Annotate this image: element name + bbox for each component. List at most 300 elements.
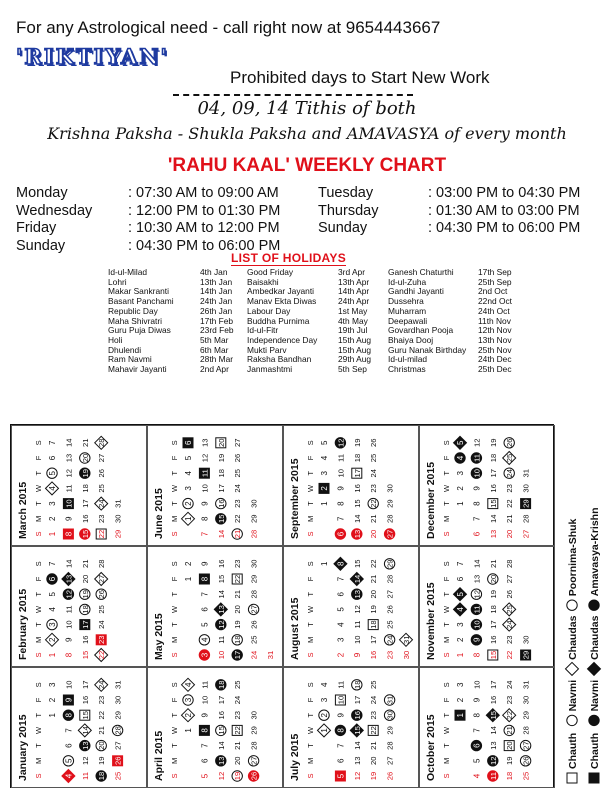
day-number: 30 [521, 695, 531, 705]
day-number: 23 [97, 635, 107, 645]
holiday-name: Dhulendi [108, 344, 142, 355]
day-number: 14 [216, 589, 226, 599]
holiday-date: 13th Jan [200, 276, 233, 287]
weekday-letter: S [442, 773, 451, 779]
day-number: 1 [320, 561, 329, 567]
day-number: 13 [216, 756, 226, 766]
weekday-letter: S [306, 652, 315, 658]
day-number: 6 [64, 743, 74, 748]
holiday-date: 23rd Feb [200, 325, 234, 336]
day-number: 3 [320, 697, 329, 703]
day-number: 27 [97, 574, 107, 584]
rahu-row [318, 185, 580, 203]
brand-logo: 'RIKTIYAN' [16, 44, 169, 69]
day-number: 30 [249, 559, 259, 569]
day-number: 18 [369, 620, 379, 629]
day-number: 25 [113, 771, 123, 781]
holiday-name: Buddha Purnima [247, 315, 310, 326]
day-number: 16 [369, 650, 379, 660]
rahu-day: Sunday [16, 237, 66, 254]
day-number: 21 [233, 589, 243, 599]
day-number: 4 [184, 682, 193, 688]
day-number: 20 [488, 574, 498, 584]
day-number: 21 [505, 514, 515, 524]
day-number: 16 [352, 484, 362, 493]
rahu-time: : 12:00 PM to 01:30 PM [128, 202, 281, 219]
day-number: 24 [505, 620, 515, 629]
weekday-letter: W [306, 605, 315, 613]
holiday-names-col-1 [108, 268, 174, 375]
weekday-letter: M [34, 636, 43, 643]
day-number: 15 [216, 574, 226, 584]
month-title: June 2015 [153, 488, 165, 539]
day-number: 3 [456, 682, 465, 688]
holiday-date: 4th May [338, 315, 368, 326]
day-number: 20 [233, 756, 243, 766]
month-title: December 2015 [425, 461, 437, 539]
weekday-letter: S [442, 531, 451, 537]
day-number: 30 [113, 514, 123, 524]
holiday-name: Guru Nanak Birthday [388, 344, 467, 355]
day-number: 21 [369, 741, 379, 750]
rahu-day: Wednesday [16, 202, 93, 219]
day-number: 23 [505, 484, 515, 493]
day-number: 4 [64, 773, 74, 779]
weekday-letter: S [34, 440, 43, 446]
day-number: 11 [472, 454, 482, 462]
day-number: 6 [336, 758, 346, 764]
weekday-letter: M [306, 515, 315, 522]
day-number: 13 [200, 438, 210, 448]
legend-label: Navmi [589, 679, 601, 712]
day-number: 8 [336, 501, 346, 506]
day-number: 5 [48, 470, 57, 476]
day-number: 21 [488, 559, 498, 569]
weekday-letter: F [306, 455, 315, 461]
day-number: 14 [80, 726, 90, 735]
weekday-letter: T [306, 591, 315, 597]
day-number: 7 [200, 591, 210, 597]
day-number: 13 [64, 574, 74, 584]
weekday-letter: M [442, 515, 451, 522]
day-number: 26 [385, 605, 395, 614]
weekday-letter: T [34, 591, 43, 597]
day-marker-square [589, 773, 599, 783]
day-number: 31 [521, 468, 531, 478]
day-number: 1 [184, 516, 193, 522]
holiday-name: Labour Day [247, 305, 291, 316]
day-number: 1 [48, 531, 57, 537]
weekday-letter: S [170, 682, 179, 688]
divider [173, 94, 413, 96]
month-block [283, 425, 419, 546]
day-number: 25 [505, 453, 515, 463]
rahu-row [318, 203, 580, 221]
holiday-date: 22nd Oct [478, 296, 512, 307]
day-number: 27 [385, 529, 395, 539]
weekday-letter: S [442, 652, 451, 658]
day-number: 5 [336, 773, 346, 779]
weekday-letter: T [442, 712, 451, 718]
month-calendar [420, 547, 554, 666]
day-number: 3 [48, 682, 57, 688]
weekday-letter: T [442, 622, 451, 627]
rahu-day: Sunday [318, 220, 368, 236]
day-number: 17 [488, 620, 498, 629]
day-number: 15 [352, 559, 362, 569]
month-title: January 2015 [17, 714, 29, 781]
day-number: 26 [249, 620, 259, 629]
day-number: 19 [369, 771, 379, 781]
day-number: 18 [233, 635, 243, 645]
day-number: 8 [64, 712, 74, 718]
day-number: 9 [200, 501, 210, 506]
holiday-date: 1st May [338, 305, 368, 316]
day-number: 4 [472, 773, 482, 779]
rahu-time: : 04:30 PM to 06:00 PM [428, 220, 581, 236]
day-number: 24 [233, 484, 243, 493]
day-number: 25 [233, 468, 243, 478]
day-number: 27 [385, 589, 395, 599]
weekday-letter: M [170, 757, 179, 764]
weekday-letter: W [34, 605, 43, 613]
weekday-letter: S [442, 561, 451, 567]
holiday-date: 5th Mar [200, 334, 229, 345]
day-number: 23 [505, 695, 515, 705]
day-number: 12 [80, 756, 90, 766]
day-number: 22 [97, 650, 107, 660]
holiday-date: 2nd Apr [200, 364, 229, 375]
day-number: 28 [521, 514, 531, 524]
weekday-letter: F [34, 576, 43, 582]
weekday-letter: T [34, 470, 43, 476]
holiday-name: Bhaiya Dooj [388, 334, 434, 345]
weekday-letter: S [442, 682, 451, 688]
day-number: 27 [521, 529, 531, 539]
day-number: 9 [200, 561, 210, 567]
holiday-name: Id-ul-Zuha [388, 276, 427, 287]
day-number: 16 [216, 499, 226, 508]
day-number: 30 [521, 484, 531, 493]
day-number: 1 [184, 728, 193, 733]
day-number: 8 [472, 501, 482, 506]
day-number: 9 [64, 637, 74, 643]
month-title: May 2015 [153, 613, 165, 660]
day-number: 21 [233, 529, 243, 539]
day-number: 11 [216, 635, 226, 644]
rahu-time: : 04:30 PM to 06:00 PM [128, 237, 281, 254]
day-number: 26 [113, 756, 123, 766]
day-number: 11 [64, 484, 74, 493]
day-number: 3 [456, 622, 465, 627]
day-number: 24 [97, 680, 107, 690]
day-number: 7 [200, 743, 210, 748]
holiday-date: 24th Dec [478, 354, 512, 365]
weekday-letter: S [306, 682, 315, 688]
holiday-date: 25th Nov [478, 344, 512, 355]
day-number: 6 [336, 531, 346, 537]
day-number: 21 [80, 559, 90, 569]
day-number: 1 [48, 652, 57, 658]
day-number: 15 [352, 499, 362, 508]
holiday-date: 12th Nov [478, 325, 512, 336]
month-calendar [12, 668, 146, 787]
weekday-letter: W [34, 726, 43, 734]
day-number: 31 [402, 635, 411, 645]
day-number: 15 [488, 710, 498, 720]
day-number: 29 [385, 726, 395, 735]
holiday-date: 28th Mar [200, 354, 234, 365]
day-number: 8 [200, 728, 210, 733]
day-number: 9 [472, 697, 482, 703]
day-marker-square [567, 773, 577, 783]
day-marker-circle [589, 715, 599, 725]
day-number: 10 [472, 620, 482, 629]
day-number: 9 [336, 486, 346, 491]
month-block [283, 667, 419, 788]
day-number: 1 [456, 652, 465, 658]
weekday-letter: T [170, 743, 179, 748]
day-number: 16 [80, 695, 90, 705]
day-number: 1 [456, 712, 465, 718]
month-block [419, 546, 555, 667]
day-number: 12 [352, 771, 362, 781]
day-number: 26 [97, 589, 107, 599]
day-number: 4 [456, 607, 465, 612]
weekday-letter: F [442, 455, 451, 461]
day-number: 16 [216, 710, 226, 720]
day-number: 4 [320, 682, 329, 688]
legend-label: Chauth [567, 732, 579, 769]
holiday-date: 25th Sep [478, 276, 512, 287]
day-number: 30 [249, 499, 259, 508]
day-number: 28 [249, 589, 259, 599]
day-number: 22 [369, 726, 379, 735]
day-number: 14 [216, 529, 226, 539]
day-number: 22 [97, 710, 107, 720]
holiday-name: Ambedkar Jayanti [247, 286, 315, 297]
weekday-letter: T [442, 591, 451, 597]
month-block [11, 425, 147, 546]
legend-label: Chaudas [567, 615, 579, 660]
day-number: 11 [472, 605, 482, 614]
day-number: 12 [352, 605, 362, 614]
holiday-date: 24th Oct [478, 305, 510, 316]
weekday-letter: F [442, 576, 451, 582]
day-number: 8 [336, 728, 346, 733]
day-number: 24 [233, 695, 243, 705]
calendar-grid [10, 424, 554, 788]
day-number: 7 [64, 728, 74, 733]
day-number: 6 [200, 758, 210, 764]
rahu-row [16, 185, 280, 203]
day-number: 8 [472, 712, 482, 718]
weekday-letter: T [170, 591, 179, 597]
day-number: 24 [369, 695, 379, 705]
day-number: 25 [97, 605, 107, 614]
day-number: 13 [80, 741, 90, 750]
holiday-name: Christmas [388, 364, 426, 375]
month-title: November 2015 [425, 582, 437, 660]
day-number: 28 [505, 559, 515, 569]
day-number: 6 [200, 607, 210, 612]
day-number: 19 [488, 438, 498, 448]
month-block [283, 546, 419, 667]
day-number: 4 [456, 455, 465, 461]
day-number: 4 [320, 455, 329, 461]
holiday-date: 6th Mar [200, 344, 229, 355]
day-number: 14 [472, 559, 482, 569]
holiday-date: 14th Apr [338, 286, 370, 297]
day-number: 7 [456, 561, 465, 567]
month-calendar [284, 426, 418, 545]
rahu-row [16, 203, 280, 221]
day-number: 28 [385, 574, 395, 584]
day-number: 28 [97, 559, 107, 569]
day-marker-diamond [566, 662, 579, 675]
weekday-letter: T [34, 501, 43, 506]
day-number: 9 [64, 697, 74, 703]
day-number: 11 [64, 605, 74, 614]
day-number: 17 [80, 499, 90, 508]
day-number: 8 [200, 516, 210, 522]
weekday-letter: S [34, 531, 43, 537]
holiday-names-col-2 [247, 268, 317, 375]
weekday-letter: T [442, 743, 451, 748]
rahu-day: Thursday [318, 202, 379, 219]
day-number: 6 [456, 576, 465, 582]
day-number: 18 [505, 771, 515, 781]
day-number: 22 [369, 559, 379, 569]
weekday-letter: F [34, 697, 43, 703]
day-number: 14 [352, 514, 362, 524]
day-number: 14 [488, 726, 498, 735]
holiday-name: Ram Navmi [108, 354, 152, 365]
day-number: 6 [48, 455, 57, 461]
day-number: 26 [249, 771, 259, 781]
day-number: 19 [233, 771, 243, 781]
day-marker-diamond [588, 662, 601, 675]
day-number: 8 [336, 561, 346, 567]
day-number: 2 [48, 516, 57, 522]
day-number: 26 [385, 771, 395, 781]
holiday-date: 17th Sep [478, 267, 512, 277]
holiday-name: Manav Ekta Diwas [247, 296, 317, 307]
weekday-letter: S [306, 773, 315, 779]
day-number: 16 [80, 635, 90, 645]
rahu-kaal-left [16, 185, 280, 255]
day-number: 28 [385, 741, 395, 750]
day-number: 17 [80, 620, 90, 629]
weekday-letter: M [34, 515, 43, 522]
day-number: 27 [249, 756, 259, 766]
day-number: 30 [402, 650, 411, 660]
day-number: 18 [80, 484, 90, 493]
day-number: 19 [80, 589, 90, 599]
day-number: 11 [336, 454, 346, 462]
holiday-name: Id-ul-milad [388, 354, 428, 365]
day-number: 5 [320, 440, 329, 446]
tithis-line: 04, 09, 14 Tithis of both [197, 98, 417, 119]
day-number: 13 [352, 529, 362, 539]
weekday-letter: F [170, 576, 179, 582]
holiday-name: Maha Shivratri [108, 315, 162, 326]
month-block [419, 667, 555, 788]
holiday-dates-col-2 [338, 268, 371, 375]
weekday-letter: T [442, 470, 451, 476]
weekday-letter: F [306, 576, 315, 582]
day-number: 2 [184, 501, 193, 506]
day-number: 17 [216, 484, 226, 493]
day-number: 29 [249, 574, 259, 584]
day-number: 2 [456, 486, 465, 491]
weekday-letter: F [34, 455, 43, 461]
day-number: 5 [184, 455, 193, 461]
day-number: 17 [488, 468, 498, 478]
day-number: 23 [369, 710, 379, 720]
day-number: 15 [80, 529, 90, 539]
day-number: 1 [456, 501, 465, 506]
day-number: 2 [184, 712, 193, 718]
month-block [147, 546, 283, 667]
holiday-dates-col-1 [200, 268, 234, 375]
weekday-letter: T [442, 501, 451, 506]
day-number: 29 [113, 710, 123, 720]
weekday-letter: S [34, 682, 43, 688]
day-number: 30 [249, 710, 259, 720]
weekday-letter: S [34, 561, 43, 567]
day-number: 23 [233, 710, 243, 720]
day-number: 12 [216, 620, 226, 629]
day-number: 8 [200, 576, 210, 582]
day-number: 21 [97, 726, 107, 735]
day-number: 10 [64, 620, 74, 629]
day-number: 18 [216, 468, 226, 478]
day-number: 11 [80, 772, 90, 780]
weekday-letter: T [34, 712, 43, 718]
day-marker-circle [567, 715, 577, 725]
day-number: 30 [113, 695, 123, 705]
day-number: 26 [369, 438, 379, 448]
day-number: 1 [184, 576, 193, 582]
day-number: 7 [48, 561, 57, 567]
day-number: 2 [48, 697, 57, 703]
holidays-title: LIST OF HOLIDAYS [231, 251, 347, 265]
holiday-name: Mahavir Jayanti [108, 364, 167, 375]
day-number: 25 [505, 605, 515, 614]
day-number: 9 [472, 637, 482, 643]
day-number: 19 [505, 756, 515, 766]
weekday-letter: S [306, 531, 315, 537]
holiday-name: Basant Panchami [108, 296, 174, 307]
legend-label: Chauth [589, 732, 601, 769]
day-number: 7 [472, 516, 482, 522]
day-number: 9 [200, 712, 210, 718]
day-number: 10 [472, 468, 482, 478]
day-number: 16 [352, 710, 362, 720]
day-number: 23 [369, 484, 379, 493]
day-number: 1 [320, 728, 329, 733]
day-number: 29 [385, 499, 395, 508]
day-number: 13 [488, 529, 498, 539]
month-calendar [284, 547, 418, 666]
day-number: 2 [184, 561, 193, 567]
day-number: 5 [456, 440, 465, 446]
day-number: 7 [200, 531, 210, 537]
day-number: 29 [521, 710, 531, 720]
day-number: 2 [320, 712, 329, 718]
month-block [147, 667, 283, 788]
